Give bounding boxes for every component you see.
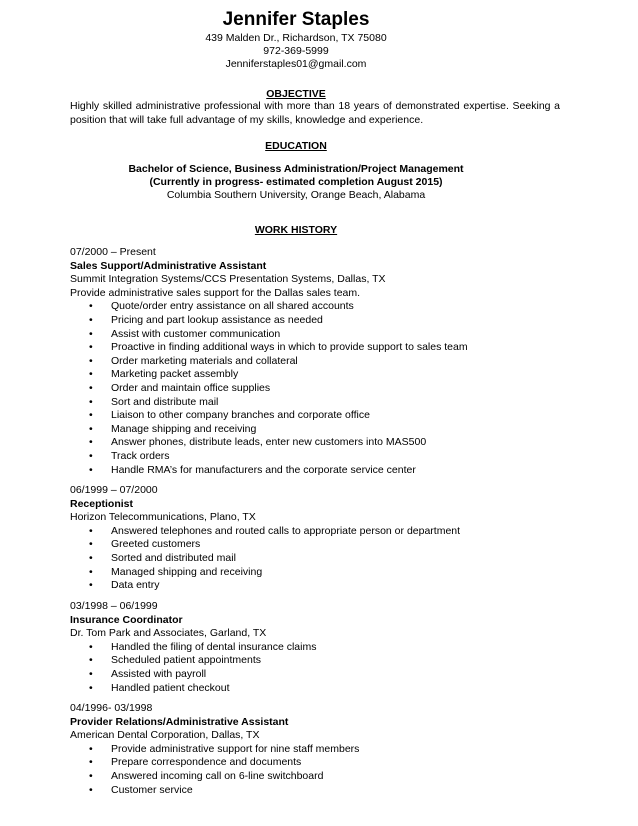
list-item: • Order and maintain office supplies (89, 381, 271, 394)
bullet-icon: • (89, 381, 93, 394)
list-item: • Sorted and distributed mail (89, 551, 236, 564)
bullet-icon: • (89, 524, 93, 537)
list-item: • Answered incoming call on 6-line switchboard (89, 769, 324, 782)
email: Jenniferstaples01@gmail.com (225, 58, 367, 70)
job-title: Sales Support/Administrative Assistant (70, 259, 267, 272)
duty-list (70, 641, 590, 695)
list-item: • Pricing and part lookup assistance as needed (89, 313, 323, 326)
bullet-icon: • (89, 681, 93, 694)
education-heading: EDUCATION (265, 140, 327, 152)
degree: Bachelor of Science, Business Administration/Project Management (128, 163, 464, 175)
bullet-icon: • (89, 640, 93, 653)
job-dates: 06/1999 – 07/2000 (70, 484, 158, 496)
list-item: • Marketing packet assembly (89, 368, 239, 381)
bullet-icon: • (89, 436, 93, 449)
bullet-icon: • (89, 565, 93, 578)
job-dates: 04/1996- 03/1998 (70, 702, 153, 714)
bullet-icon: • (89, 354, 93, 367)
bullet-icon: • (89, 409, 93, 422)
list-item: • Prepare correspondence and documents (89, 756, 302, 769)
list-item: • Scheduled patient appointments (89, 654, 262, 667)
bullet-icon: • (89, 654, 93, 667)
bullet-icon: • (89, 551, 93, 564)
list-item: • Customer service (89, 783, 193, 796)
job-dates: 07/2000 – Present (70, 246, 156, 258)
objective-text: Highly skilled administrative professional with more than 18 years of demonstrated expertise. Seeking a position that will take full advantage of my skills, knowledge and experience. (70, 100, 560, 126)
bullet-icon: • (89, 463, 93, 476)
list-item: • Sort and distribute mail (89, 395, 219, 408)
job-company: Dr. Tom Park and Associates, Garland, TX (70, 627, 267, 640)
bullet-icon: • (89, 783, 93, 796)
list-item: • Handled patient checkout (89, 681, 230, 694)
bullet-icon: • (89, 300, 93, 313)
degree-status: (Currently in progress- estimated completion August 2015) (149, 176, 443, 188)
phone: 972-369-5999 (263, 45, 329, 57)
job-title: Insurance Coordinator (70, 613, 183, 626)
job-company: Horizon Telecommunications, Plano, TX (70, 511, 256, 524)
bullet-icon: • (89, 395, 93, 408)
list-item: • Handled the filing of dental insurance claims (89, 640, 317, 653)
list-item: • Managed shipping and receiving (89, 565, 263, 578)
list-item: • Handle RMA’s for manufacturers and the corporate service center (89, 463, 416, 476)
list-item: • Answered telephones and routed calls to appropriate person or department (89, 524, 461, 537)
job-entry (70, 484, 590, 593)
list-item: • Assist with customer communication (89, 327, 281, 340)
list-item: • Order marketing materials and collateral (89, 354, 298, 367)
job-title: Receptionist (70, 497, 134, 510)
bullet-icon: • (89, 538, 93, 551)
list-item: • Track orders (89, 449, 170, 462)
job-company: Summit Integration Systems/CCS Presentation Systems, Dallas, TX (70, 273, 386, 286)
job-dates: 03/1998 – 06/1999 (70, 600, 158, 612)
bullet-icon: • (89, 769, 93, 782)
candidate-name: Jennifer Staples (222, 9, 370, 30)
bullet-icon: • (89, 756, 93, 769)
job-company: American Dental Corporation, Dallas, TX (70, 729, 260, 742)
job-entry (70, 702, 590, 797)
objective-heading: OBJECTIVE (266, 88, 326, 100)
bullet-icon: • (89, 667, 93, 680)
list-item: • Provide administrative support for nine staff members (89, 742, 360, 755)
list-item: • Greeted customers (89, 538, 201, 551)
list-item: • Answer phones, distribute leads, enter new customers into MAS500 (89, 436, 427, 449)
list-item: • Quote/order entry assistance on all shared accounts (89, 300, 354, 313)
work-history-heading: WORK HISTORY (254, 224, 338, 236)
duty-list (70, 300, 590, 477)
duty-list (70, 525, 590, 593)
list-item: • Liaison to other company branches and corporate office (89, 409, 370, 422)
job-entry (70, 600, 590, 695)
list-item: • Manage shipping and receiving (89, 422, 257, 435)
job-summary: Provide administrative sales support for the Dallas sales team. (70, 286, 361, 299)
bullet-icon: • (89, 449, 93, 462)
job-entry (70, 246, 590, 477)
job-title: Provider Relations/Administrative Assistant (70, 715, 289, 728)
bullet-icon: • (89, 341, 93, 354)
school: Columbia Southern University, Orange Beach, Alabama (166, 189, 426, 201)
list-item: • Assisted with payroll (89, 667, 207, 680)
bullet-icon: • (89, 422, 93, 435)
bullet-icon: • (89, 313, 93, 326)
duty-list (70, 743, 590, 797)
bullet-icon: • (89, 368, 93, 381)
bullet-icon: • (89, 742, 93, 755)
list-item: • Proactive in finding additional ways in which to provide support to sales team (89, 341, 468, 354)
address: 439 Malden Dr., Richardson, TX 75080 (205, 32, 387, 44)
bullet-icon: • (89, 579, 93, 592)
bullet-icon: • (89, 327, 93, 340)
list-item: • Data entry (89, 579, 160, 592)
